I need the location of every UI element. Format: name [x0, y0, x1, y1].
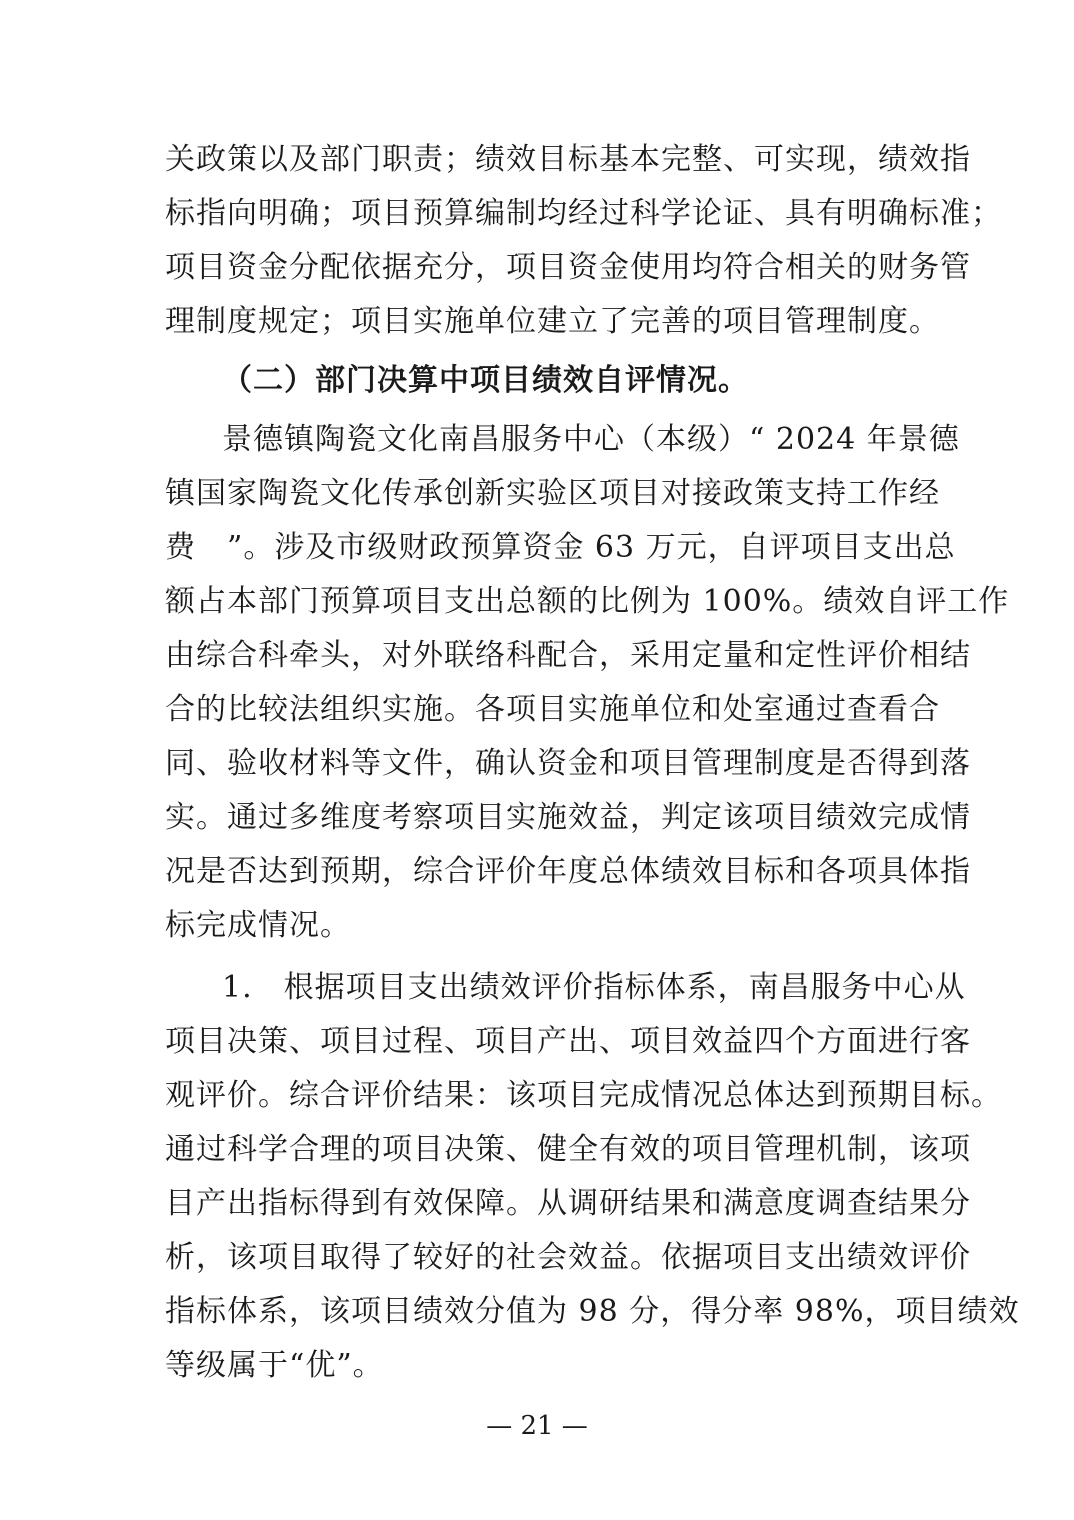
paragraph-line: 镇国家陶瓷文化传承创新实验区项目对接政策支持工作经 — [165, 476, 940, 511]
page-number: — 21 — — [486, 1411, 588, 1441]
paragraph-line: 目产出指标得到有效保障。从调研结果和满意度调查结果分 — [165, 1186, 971, 1221]
paragraph-line: 标完成情况。 — [165, 908, 351, 943]
paragraph-line: 观评价。综合评价结果：该项目完成情况总体达到预期目标。 — [165, 1078, 1002, 1113]
paragraph-line: 通过科学合理的项目决策、健全有效的项目管理机制，该项 — [165, 1132, 971, 1167]
paragraph-line: 析，该项目取得了较好的社会效益。依据项目支出绩效评价 — [165, 1240, 971, 1275]
paragraph-line: 指标体系，该项目绩效分值为 98 分，得分率 98%，项目绩效 — [165, 1294, 1020, 1329]
paragraph-line: 关政策以及部门职责；绩效目标基本完整、可实现，绩效指 — [165, 142, 971, 177]
paragraph-line: 1. 根据项目支出绩效评价指标体系，南昌服务中心从 — [222, 970, 966, 1005]
paragraph-line: 况是否达到预期，综合评价年度总体绩效目标和各项具体指 — [165, 854, 971, 889]
paragraph-line: 由综合科牵头，对外联络科配合，采用定量和定性评价相结 — [165, 638, 971, 673]
paragraph-line: 额占本部门预算项目支出总额的比例为 100%。绩效自评工作 — [165, 584, 1010, 619]
paragraph-line: 同、验收材料等文件，确认资金和项目管理制度是否得到落 — [165, 746, 971, 781]
paragraph-line: 项目资金分配依据充分，项目资金使用均符合相关的财务管 — [165, 250, 971, 285]
paragraph-line: 标指向明确；项目预算编制均经过科学论证、具有明确标准； — [165, 196, 1002, 231]
paragraph-line: 等级属于“优”。 — [165, 1348, 384, 1383]
paragraph-line: 理制度规定；项目实施单位建立了完善的项目管理制度。 — [165, 304, 940, 339]
paragraph-line: 合的比较法组织实施。各项目实施单位和处室通过查看合 — [165, 692, 940, 727]
paragraph-line: 景德镇陶瓷文化南昌服务中心（本级）“ 2024 年景德 — [222, 422, 960, 457]
paragraph-line: 实。通过多维度考察项目实施效益，判定该项目绩效完成情 — [165, 800, 971, 835]
paragraph-line: 项目决策、项目过程、项目产出、项目效益四个方面进行客 — [165, 1024, 971, 1059]
paragraph-line: 费 ”。涉及市级财政预算资金 63 万元，自评项目支出总 — [165, 530, 956, 565]
section-heading: （二）部门决算中项目绩效自评情况。 — [222, 363, 749, 398]
